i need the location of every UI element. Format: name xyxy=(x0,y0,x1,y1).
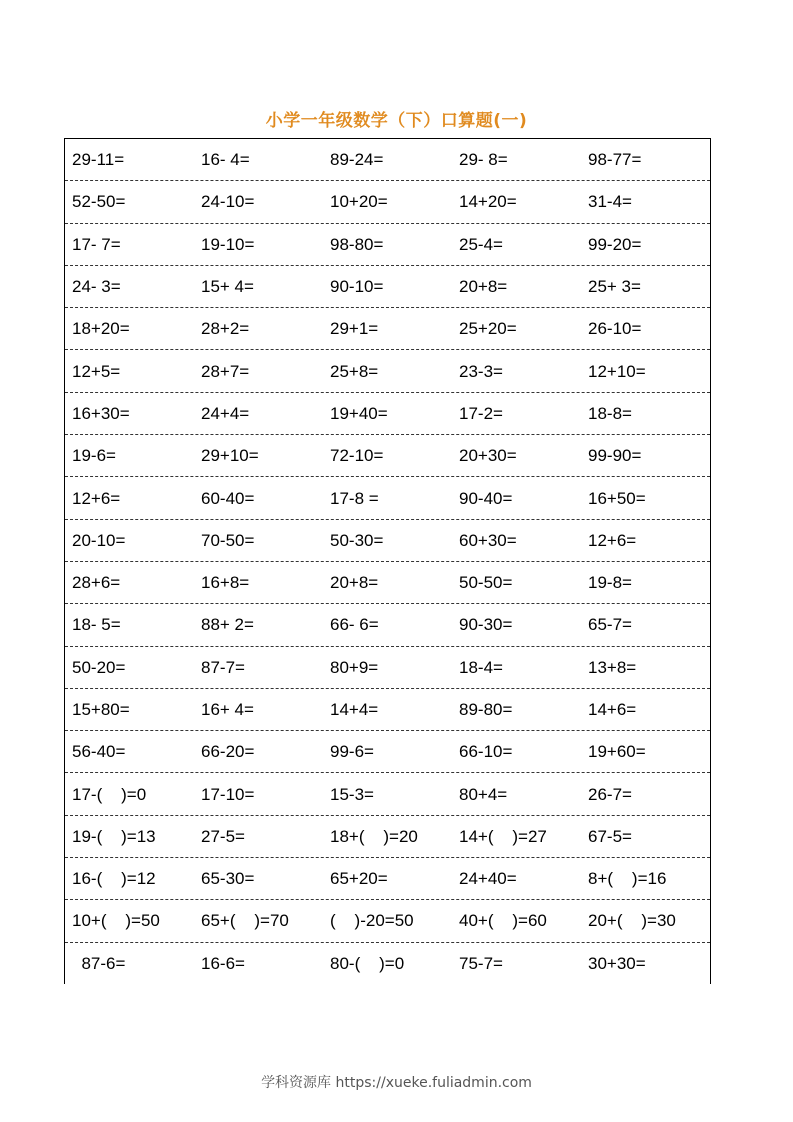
problem-cell: 25-4= xyxy=(459,234,503,254)
problem-cell: ( )-20=50 xyxy=(330,911,414,931)
table-row xyxy=(65,943,710,985)
problem-cell: 18-8= xyxy=(588,403,632,423)
problem-cell: 65-7= xyxy=(588,615,632,635)
problem-cell: 99-90= xyxy=(588,446,642,466)
problem-cell: 15+80= xyxy=(72,700,130,719)
problem-cell: 8+( )=16 xyxy=(588,869,667,889)
worksheet-title: 小学一年级数学（下）口算题(一) xyxy=(265,111,528,131)
problem-cell: 20+30= xyxy=(459,446,517,466)
problem-cell: 23-3= xyxy=(459,361,503,381)
problem-cell: 18- 5= xyxy=(72,615,121,635)
problem-cell: 16+8= xyxy=(201,573,250,593)
table-row xyxy=(65,816,710,858)
problem-table xyxy=(64,138,711,984)
problem-cell: 90-40= xyxy=(459,488,513,508)
problem-cell: 20-10= xyxy=(72,530,126,550)
problem-cell: 26-7= xyxy=(588,784,632,804)
problem-cell: 19-10= xyxy=(201,234,255,254)
footer-source: 学科资源库 https://xueke.fuliadmin.com xyxy=(261,1075,532,1091)
problem-cell: 27-5= xyxy=(201,826,245,846)
problem-cell: 30+30= xyxy=(588,954,646,974)
table-row xyxy=(65,266,710,308)
problem-cell: 17-8 = xyxy=(330,488,379,508)
problem-cell: 72-10= xyxy=(330,446,384,466)
problem-cell: 16+50= xyxy=(588,488,646,508)
problem-cell: 18+( )=20 xyxy=(330,826,418,846)
problem-cell: 75-7= xyxy=(459,954,503,974)
problem-cell: 80+4= xyxy=(459,784,508,804)
problem-cell: 90-10= xyxy=(330,277,384,297)
problem-cell: 12+10= xyxy=(588,361,646,381)
problem-cell: 16-6= xyxy=(201,954,245,974)
problem-cell: 60-40= xyxy=(201,488,255,508)
problem-cell: 12+6= xyxy=(588,530,637,550)
problem-cell: 14+4= xyxy=(330,700,379,719)
problem-cell: 25+ 3= xyxy=(588,277,641,297)
table-row xyxy=(65,689,710,731)
problem-cell: 31-4= xyxy=(588,192,632,212)
problem-cell: 12+6= xyxy=(72,488,121,508)
table-row xyxy=(65,604,710,646)
problem-cell: 89-80= xyxy=(459,700,513,719)
problem-cell: 19+60= xyxy=(588,742,646,762)
problem-cell: 29-11= xyxy=(72,150,125,170)
problem-cell: 98-80= xyxy=(330,234,384,254)
problem-cell: 10+( )=50 xyxy=(72,911,160,931)
problem-cell: 17-2= xyxy=(459,403,503,423)
problem-cell: 16-( )=12 xyxy=(72,869,156,889)
problem-cell: 65+20= xyxy=(330,869,388,889)
problem-cell: 29- 8= xyxy=(459,150,508,170)
problem-cell: 65+( )=70 xyxy=(201,911,289,931)
problem-cell: 88+ 2= xyxy=(201,615,254,635)
problem-cell: 24- 3= xyxy=(72,277,121,297)
problem-cell: 24+4= xyxy=(201,403,250,423)
problem-cell: 17- 7= xyxy=(72,234,121,254)
table-row xyxy=(65,350,710,392)
table-row xyxy=(65,393,710,435)
problem-cell: 14+( )=27 xyxy=(459,826,547,846)
problem-cell: 99-6= xyxy=(330,742,374,762)
problem-cell: 19+40= xyxy=(330,403,388,423)
problem-cell: 66- 6= xyxy=(330,615,379,635)
problem-cell: 89-24= xyxy=(330,150,384,170)
problem-cell: 15-3= xyxy=(330,784,374,804)
problem-cell: 80-( )=0 xyxy=(330,954,405,974)
table-row xyxy=(65,562,710,604)
problem-cell: 56-40= xyxy=(72,742,126,762)
table-row xyxy=(65,308,710,350)
table-row xyxy=(65,139,710,181)
problem-cell: 17-10= xyxy=(201,784,255,804)
problem-cell: 10+20= xyxy=(330,192,388,212)
problem-cell: 29+10= xyxy=(201,446,259,466)
problem-cell: 50-20= xyxy=(72,657,126,677)
table-row xyxy=(65,435,710,477)
problem-cell: 90-30= xyxy=(459,615,513,635)
problem-cell: 20+8= xyxy=(459,277,508,297)
problem-cell: 65-30= xyxy=(201,869,255,889)
problem-cell: 19-( )=13 xyxy=(72,826,156,846)
table-row xyxy=(65,181,710,223)
problem-cell: 19-8= xyxy=(588,573,632,593)
problem-cell: 28+2= xyxy=(201,319,250,339)
problem-cell: 16- 4= xyxy=(201,150,250,170)
problem-cell: 14+20= xyxy=(459,192,517,212)
problem-cell: 18-4= xyxy=(459,657,503,677)
table-row xyxy=(65,477,710,519)
table-row xyxy=(65,224,710,266)
problem-cell: 29+1= xyxy=(330,319,379,339)
problem-cell: 52-50= xyxy=(72,192,126,212)
table-row xyxy=(65,731,710,773)
problem-cell: 80+9= xyxy=(330,657,379,677)
problem-cell: 20+8= xyxy=(330,573,379,593)
table-row xyxy=(65,520,710,562)
problem-cell: 24+40= xyxy=(459,869,517,889)
problem-cell: 40+( )=60 xyxy=(459,911,547,931)
table-row xyxy=(65,647,710,689)
problem-cell: 16+30= xyxy=(72,403,130,423)
problem-cell: 13+8= xyxy=(588,657,637,677)
table-row xyxy=(65,900,710,942)
problem-cell: 60+30= xyxy=(459,530,517,550)
problem-cell: 66-10= xyxy=(459,742,513,762)
problem-cell: 16+ 4= xyxy=(201,700,254,719)
problem-cell: 98-77= xyxy=(588,150,642,170)
problem-cell: 12+5= xyxy=(72,361,121,381)
problem-cell: 25+8= xyxy=(330,361,379,381)
problem-cell: 15+ 4= xyxy=(201,277,254,297)
problem-cell: 25+20= xyxy=(459,319,517,339)
table-row xyxy=(65,858,710,900)
problem-cell: 14+6= xyxy=(588,700,637,719)
problem-cell: 18+20= xyxy=(72,319,130,339)
problem-cell: 20+( )=30 xyxy=(588,911,676,931)
problem-cell: 87-6= xyxy=(72,954,126,974)
table-row xyxy=(65,773,710,815)
problem-cell: 99-20= xyxy=(588,234,642,254)
problem-cell: 50-30= xyxy=(330,530,384,550)
problem-cell: 28+7= xyxy=(201,361,250,381)
problem-cell: 70-50= xyxy=(201,530,255,550)
problem-cell: 87-7= xyxy=(201,657,245,677)
problem-cell: 19-6= xyxy=(72,446,116,466)
problem-cell: 67-5= xyxy=(588,826,632,846)
problem-cell: 26-10= xyxy=(588,319,642,339)
problem-cell: 28+6= xyxy=(72,573,121,593)
problem-cell: 17-( )=0 xyxy=(72,784,147,804)
problem-cell: 66-20= xyxy=(201,742,255,762)
problem-cell: 24-10= xyxy=(201,192,255,212)
problem-cell: 50-50= xyxy=(459,573,513,593)
